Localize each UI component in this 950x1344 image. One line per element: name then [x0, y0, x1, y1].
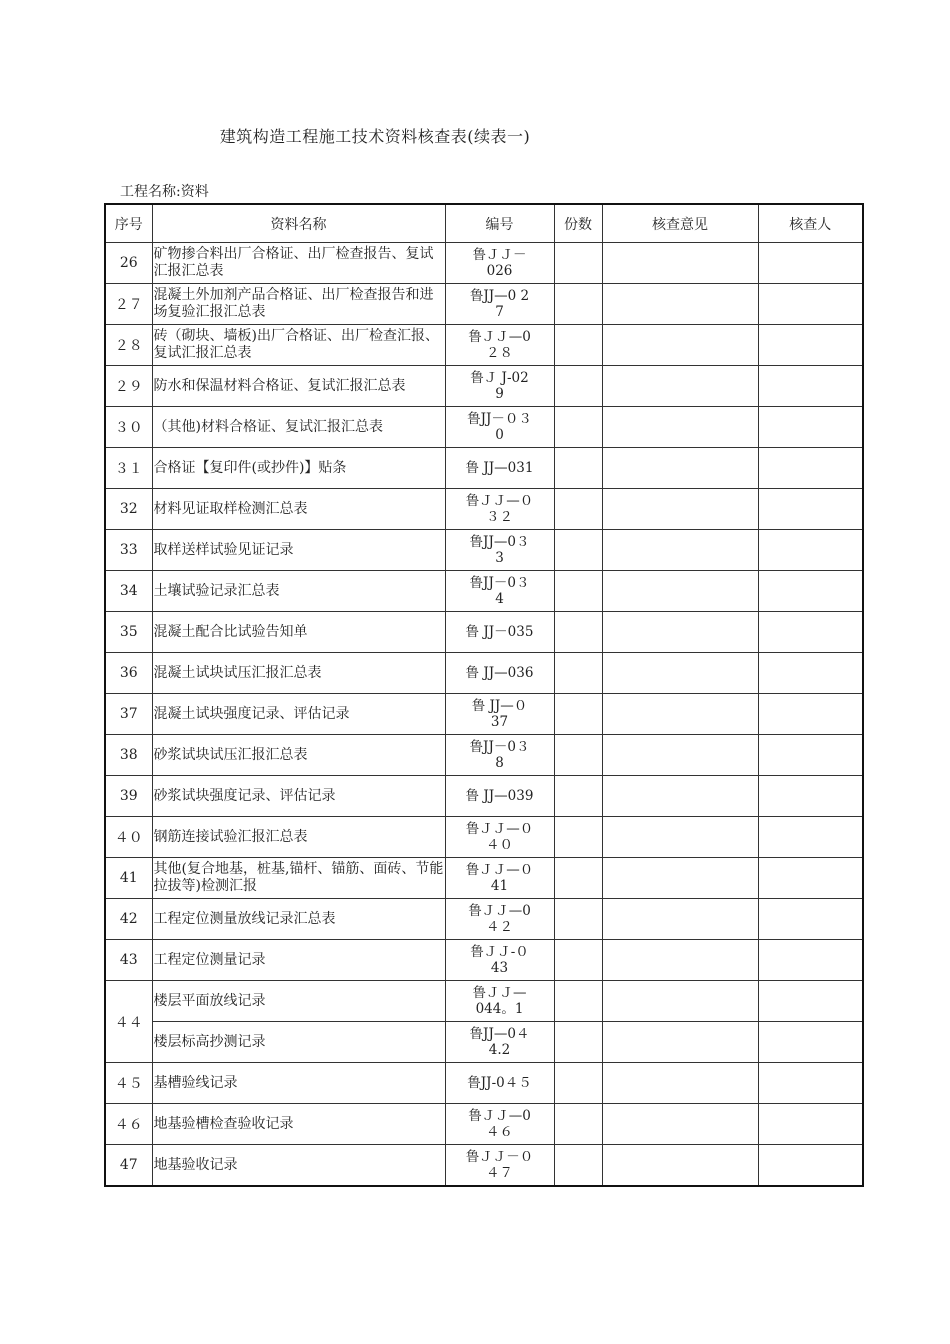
checker-cell[interactable]	[758, 858, 863, 899]
document-code-line: 鲁ＪＪ—０	[465, 821, 534, 837]
copies-cell[interactable]	[554, 981, 602, 1022]
document-code	[445, 1145, 554, 1187]
document-code-line: 鲁 JJ－035	[465, 624, 534, 640]
document-code	[445, 776, 554, 817]
checker-cell[interactable]	[758, 1104, 863, 1145]
document-name: （其他)材料合格证、复试汇报汇总表	[152, 407, 445, 448]
copies-cell[interactable]	[554, 448, 602, 489]
row-number: 47	[105, 1145, 152, 1187]
checker-cell[interactable]	[758, 1063, 863, 1104]
table-row	[105, 489, 863, 530]
table-row	[105, 694, 863, 735]
table-row	[105, 858, 863, 899]
table-row	[105, 1104, 863, 1145]
document-code-line: 鲁JJ—0 2	[469, 288, 530, 304]
document-code	[445, 653, 554, 694]
col-header-name: 资料名称	[152, 204, 445, 243]
checker-cell[interactable]	[758, 940, 863, 981]
document-name: 砂浆试块强度记录、评估记录	[152, 776, 445, 817]
document-name: 其他(复合地基，桩基,锚杆、锚筋、面砖、节能拉拔等)检测汇报	[152, 858, 445, 899]
table-row	[105, 325, 863, 366]
document-name: 钢筋连接试验汇报汇总表	[152, 817, 445, 858]
copies-cell[interactable]	[554, 612, 602, 653]
row-number: 26	[105, 243, 152, 284]
document-code	[445, 940, 554, 981]
document-code-line: 鲁ＪＪ—０	[465, 493, 534, 509]
row-number: 38	[105, 735, 152, 776]
copies-cell[interactable]	[554, 817, 602, 858]
opinion-cell[interactable]	[602, 284, 758, 325]
document-name: 材料见证取样检测汇总表	[152, 489, 445, 530]
copies-cell[interactable]	[554, 694, 602, 735]
row-number: 33	[105, 530, 152, 571]
document-code-line: 鲁JJ-0４５	[467, 1075, 532, 1091]
checker-cell[interactable]	[758, 571, 863, 612]
table-row	[105, 448, 863, 489]
opinion-cell[interactable]	[602, 243, 758, 284]
document-code	[445, 1022, 554, 1063]
opinion-cell[interactable]	[602, 899, 758, 940]
document-code-line: ４７	[486, 1165, 513, 1181]
document-code-line: ２８	[486, 345, 513, 361]
checker-cell[interactable]	[758, 776, 863, 817]
checker-cell[interactable]	[758, 817, 863, 858]
copies-cell[interactable]	[554, 325, 602, 366]
document-code	[445, 530, 554, 571]
document-code-line: 8	[495, 755, 504, 771]
checker-cell[interactable]	[758, 653, 863, 694]
document-code-line: 鲁JJ—0４	[469, 1026, 530, 1042]
row-number: ４４	[105, 981, 152, 1063]
project-name-label: 工程名称:资料	[120, 184, 209, 200]
copies-cell[interactable]	[554, 407, 602, 448]
document-name: 防水和保温材料合格证、复试汇报汇总表	[152, 366, 445, 407]
col-header-no: 序号	[105, 204, 152, 243]
document-code	[445, 243, 554, 284]
col-header-copies: 份数	[554, 204, 602, 243]
table-body	[105, 243, 863, 1187]
opinion-cell[interactable]	[602, 776, 758, 817]
document-code-line: 鲁ＪＪ—0	[468, 1108, 531, 1124]
document-code-line: 鲁 JJ—039	[465, 788, 534, 804]
document-code-line: ４６	[486, 1124, 513, 1140]
checklist-table	[104, 203, 864, 1187]
table-row	[105, 284, 863, 325]
opinion-cell[interactable]	[602, 735, 758, 776]
row-number: 43	[105, 940, 152, 981]
document-code-line: 鲁ＪＪ—0	[468, 329, 531, 345]
table-row	[105, 899, 863, 940]
checker-cell[interactable]	[758, 1145, 863, 1187]
table-row	[105, 1145, 863, 1187]
document-code-line: 鲁 JJ—０	[471, 698, 528, 714]
document-name: 砖（砌块、墙板)出厂合格证、出厂检查汇报、复试汇报汇总表	[152, 325, 445, 366]
document-code	[445, 284, 554, 325]
copies-cell[interactable]	[554, 530, 602, 571]
document-name: 混凝土试块试压汇报汇总表	[152, 653, 445, 694]
document-code-line: 026	[486, 263, 513, 279]
document-code	[445, 817, 554, 858]
document-code	[445, 1104, 554, 1145]
row-number: ２７	[105, 284, 152, 325]
document-code	[445, 407, 554, 448]
document-name: 楼层标高抄测记录	[152, 1022, 445, 1063]
opinion-cell[interactable]	[602, 940, 758, 981]
document-name: 地基验槽检查验收记录	[152, 1104, 445, 1145]
checker-cell[interactable]	[758, 981, 863, 1022]
row-number: ３０	[105, 407, 152, 448]
row-number: 41	[105, 858, 152, 899]
copies-cell[interactable]	[554, 571, 602, 612]
table-row	[105, 243, 863, 284]
document-code-line: 4	[495, 591, 504, 607]
checker-cell[interactable]	[758, 407, 863, 448]
row-number: 32	[105, 489, 152, 530]
copies-cell[interactable]	[554, 653, 602, 694]
checker-cell[interactable]	[758, 325, 863, 366]
table-row	[105, 653, 863, 694]
document-name: 工程定位测量放线记录汇总表	[152, 899, 445, 940]
checker-cell[interactable]	[758, 694, 863, 735]
copies-cell[interactable]	[554, 1063, 602, 1104]
document-code-line: 鲁ＪＪ－	[472, 247, 527, 263]
document-name: 土壤试验记录汇总表	[152, 571, 445, 612]
document-code-line: 044。1	[475, 1001, 524, 1017]
table-row	[105, 530, 863, 571]
document-code	[445, 899, 554, 940]
copies-cell[interactable]	[554, 899, 602, 940]
checker-cell[interactable]	[758, 735, 863, 776]
table-header-row	[105, 204, 863, 243]
checker-cell[interactable]	[758, 899, 863, 940]
checker-cell[interactable]	[758, 448, 863, 489]
document-name: 矿物掺合料出厂合格证、出厂检查报告、复试汇报汇总表	[152, 243, 445, 284]
copies-cell[interactable]	[554, 489, 602, 530]
opinion-cell[interactable]	[602, 653, 758, 694]
document-code-line: 鲁JJ－0３	[469, 575, 530, 591]
row-number: 34	[105, 571, 152, 612]
document-name: 混凝土试块强度记录、评估记录	[152, 694, 445, 735]
document-name: 楼层平面放线记录	[152, 981, 445, 1022]
document-code-line: 4.2	[488, 1042, 511, 1058]
copies-cell[interactable]	[554, 1145, 602, 1187]
row-number: ２９	[105, 366, 152, 407]
document-code	[445, 1063, 554, 1104]
checker-cell[interactable]	[758, 489, 863, 530]
document-code-line: ４０	[486, 837, 513, 853]
document-code-line: 0	[495, 427, 504, 443]
opinion-cell[interactable]	[602, 1145, 758, 1187]
document-code	[445, 366, 554, 407]
table-row	[105, 776, 863, 817]
table-row	[105, 1063, 863, 1104]
document-code-line: 鲁ＪＪ—0	[468, 903, 531, 919]
document-code	[445, 489, 554, 530]
opinion-cell[interactable]	[602, 694, 758, 735]
table-row	[105, 612, 863, 653]
document-code-line: 41	[490, 878, 509, 894]
document-code-line: 鲁JJ—0３	[469, 534, 530, 550]
checker-cell[interactable]	[758, 530, 863, 571]
document-code-line: 7	[495, 304, 504, 320]
document-code-line: ４２	[486, 919, 513, 935]
opinion-cell[interactable]	[602, 1104, 758, 1145]
checker-cell[interactable]	[758, 243, 863, 284]
document-code	[445, 858, 554, 899]
document-code	[445, 612, 554, 653]
opinion-cell[interactable]	[602, 407, 758, 448]
row-number: 37	[105, 694, 152, 735]
copies-cell[interactable]	[554, 366, 602, 407]
document-name: 混凝土配合比试验告知单	[152, 612, 445, 653]
checker-cell[interactable]	[758, 1022, 863, 1063]
document-code	[445, 325, 554, 366]
col-header-opinion: 核查意见	[602, 204, 758, 243]
checker-cell[interactable]	[758, 366, 863, 407]
document-code-line: 3	[495, 550, 504, 566]
row-number: ４０	[105, 817, 152, 858]
opinion-cell[interactable]	[602, 448, 758, 489]
opinion-cell[interactable]	[602, 530, 758, 571]
copies-cell[interactable]	[554, 858, 602, 899]
document-code-line: ３２	[486, 509, 513, 525]
document-code-line: 鲁ＪＪ－０	[465, 1149, 534, 1165]
table-row	[105, 981, 863, 1022]
copies-cell[interactable]	[554, 735, 602, 776]
row-number: 35	[105, 612, 152, 653]
copies-cell[interactable]	[554, 243, 602, 284]
copies-cell[interactable]	[554, 940, 602, 981]
opinion-cell[interactable]	[602, 366, 758, 407]
document-name: 合格证【复印件(或抄件)】贴条	[152, 448, 445, 489]
row-number: ４５	[105, 1063, 152, 1104]
opinion-cell[interactable]	[602, 489, 758, 530]
table-row	[105, 407, 863, 448]
document-code	[445, 448, 554, 489]
document-name: 工程定位测量记录	[152, 940, 445, 981]
checker-cell[interactable]	[758, 284, 863, 325]
document-code-line: 鲁JJ－０３	[467, 411, 532, 427]
col-header-code: 编号	[445, 204, 554, 243]
table-row	[105, 571, 863, 612]
document-code-line: 鲁 JJ—031	[465, 460, 534, 476]
opinion-cell[interactable]	[602, 325, 758, 366]
opinion-cell[interactable]	[602, 1022, 758, 1063]
document-code-line: 鲁Ｊ J-02	[470, 370, 529, 386]
opinion-cell[interactable]	[602, 858, 758, 899]
document-code-line: 9	[495, 386, 504, 402]
row-number: 39	[105, 776, 152, 817]
col-header-checker: 核查人	[758, 204, 863, 243]
table-row	[105, 940, 863, 981]
opinion-cell[interactable]	[602, 571, 758, 612]
row-number: ４６	[105, 1104, 152, 1145]
document-name: 基槽验线记录	[152, 1063, 445, 1104]
row-number: ３１	[105, 448, 152, 489]
document-name: 砂浆试块试压汇报汇总表	[152, 735, 445, 776]
document-code-line: 鲁ＪＪ-０	[470, 944, 529, 960]
opinion-cell[interactable]	[602, 817, 758, 858]
table-row	[105, 1022, 863, 1063]
copies-cell[interactable]	[554, 284, 602, 325]
copies-cell[interactable]	[554, 1022, 602, 1063]
document-code	[445, 694, 554, 735]
document-code-line: 鲁JJ－0３	[469, 739, 530, 755]
page-title: 建筑构造工程施工技术资料核查表(续表一)	[219, 127, 531, 146]
document-code-line: 鲁ＪＪ—	[472, 985, 527, 1001]
document-code-line: 37	[490, 714, 509, 730]
document-name: 混凝土外加剂产品合格证、出厂检查报告和进场复验汇报汇总表	[152, 284, 445, 325]
opinion-cell[interactable]	[602, 981, 758, 1022]
row-number: 36	[105, 653, 152, 694]
document-code	[445, 571, 554, 612]
row-number: ２８	[105, 325, 152, 366]
copies-cell[interactable]	[554, 776, 602, 817]
row-number: 42	[105, 899, 152, 940]
document-code	[445, 981, 554, 1022]
checker-cell[interactable]	[758, 612, 863, 653]
table-row	[105, 735, 863, 776]
document-code-line: 鲁 JJ—036	[465, 665, 534, 681]
document-code	[445, 735, 554, 776]
document-code-line: 43	[490, 960, 509, 976]
opinion-cell[interactable]	[602, 1063, 758, 1104]
document-name: 取样送样试验见证记录	[152, 530, 445, 571]
document-code-line: 鲁ＪＪ—０	[465, 862, 534, 878]
table-row	[105, 366, 863, 407]
document-name: 地基验收记录	[152, 1145, 445, 1187]
table-row	[105, 817, 863, 858]
opinion-cell[interactable]	[602, 612, 758, 653]
copies-cell[interactable]	[554, 1104, 602, 1145]
